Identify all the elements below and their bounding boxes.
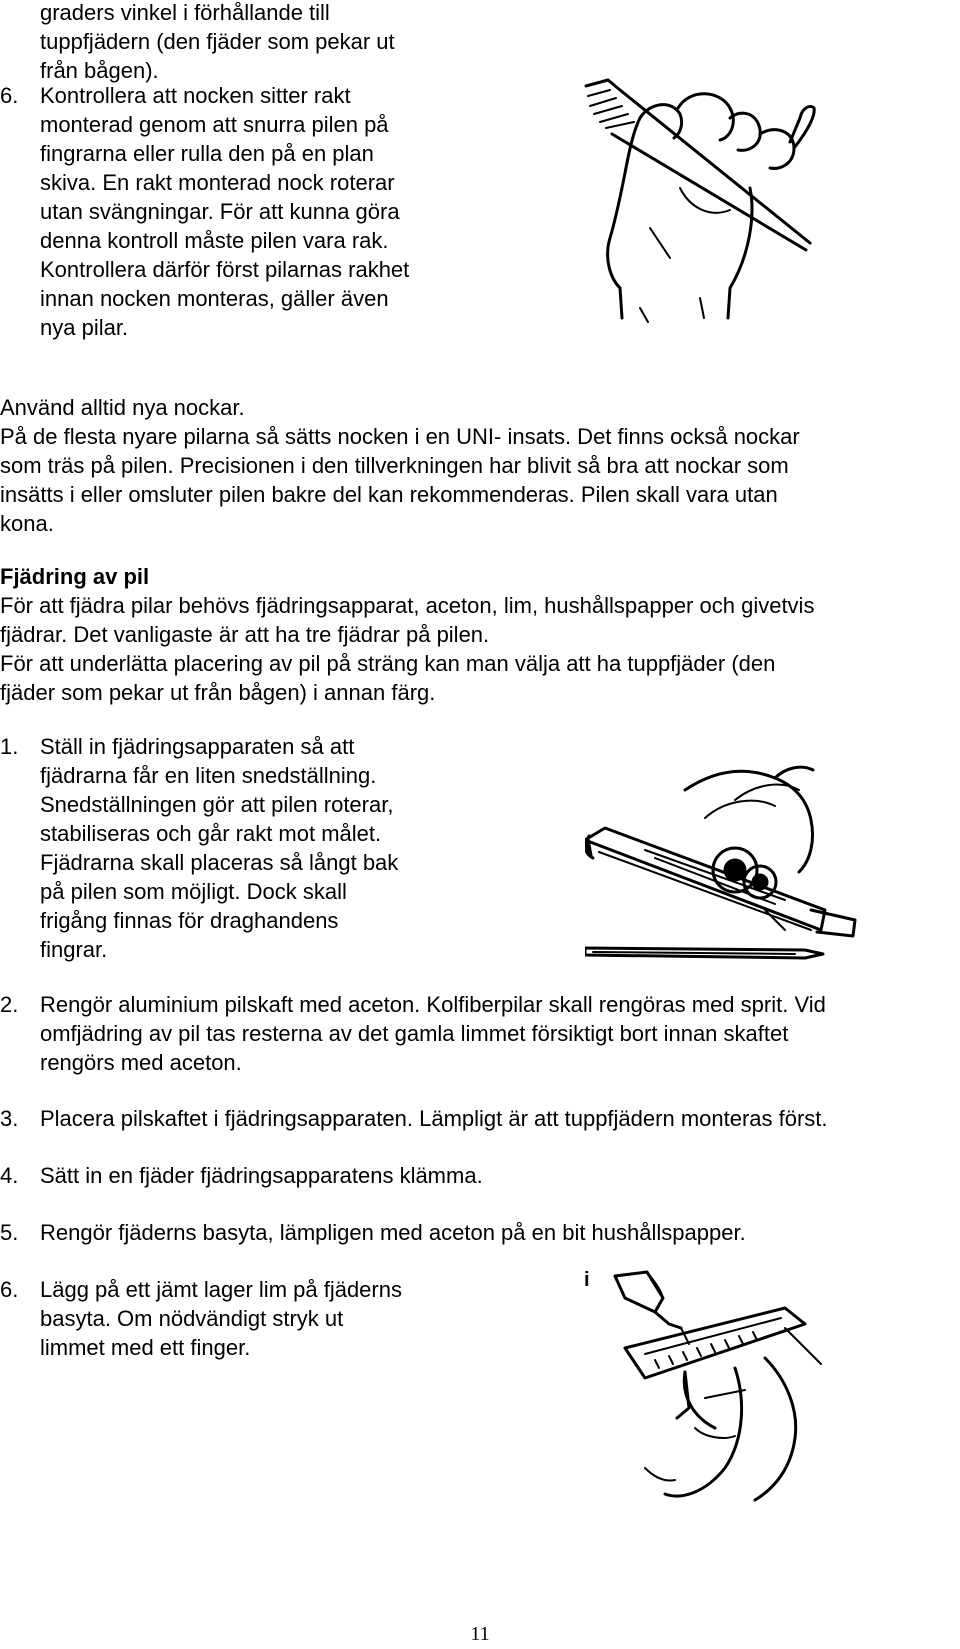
fletching-step-2: 2. Rengör aluminium pilskaft med aceton. Kolfiberpilar skall rengöras med sprit. Vid omfjädring av pil tas resterna av det gamla limmet försiktigt bort innan skaftet rengörs med aceton. [0,992,826,1075]
step-number: 5. [0,1220,19,1245]
step-number: 4. [0,1163,19,1188]
fletching-step-5: 5. Rengör fjäderns basyta, lämpligen med aceton på en bit hushållspapper. [0,1220,746,1245]
nock-paragraph: Använd alltid nya nockar. På de flesta nyare pilarna så sätts nocken i en UNI- insats. Det finns också nockar som träs på pilen. Precisionen i den tillverkningen har blivit så bra att nockar som insätts i eller omsluter pilen bakre del kan rekommenderas. Pilen skall vara utan kona. [0,395,800,536]
illustration-label: i [584,1269,590,1291]
step-number: 6. [0,83,19,108]
step-number: 3. [0,1106,19,1131]
fletching-step-6: 6. Lägg på ett jämt lager lim på fjäderns basyta. Om nödvändigt stryk ut limmet med ett finger. [0,1277,402,1360]
fletching-step-3: 3. Placera pilskaftet i fjädringsapparaten. Lämpligt är att tuppfjädern monteras först. [0,1106,828,1131]
fletching-step-4: 4. Sätt in en fjäder fjädringsapparatens klämma. [0,1163,483,1188]
continued-step-text: graders vinkel i förhållande till tuppfjädern (den fjäder som pekar ut från bågen). [40,0,395,83]
fletching-intro: För att fjädra pilar behövs fjädringsapparat, aceton, lim, hushållspapper och givetvis fjädrar. Det vanligaste är att ha tre fjädrar på pilen. För att underlätta placering av pil på sträng kan man välja att ha tuppfjäder (den fjäder som pekar ut från bågen) i annan färg. [0,593,815,705]
step-number: 6. [0,1277,19,1302]
page-number: 11 [470,1623,490,1645]
fletching-jig-illustration [585,760,910,975]
nock-check-step: 6. Kontrollera att nocken sitter rakt monterad genom att snurra pilen på fingrarna eller rulla den på en plan skiva. En rakt monterad nock roterar utan svängningar. För att kunna göra denna kontroll måste pilen vara rak. Kontrollera därför först pilarnas rakhet innan nocken monteras, gäller även nya pilar. [0,83,410,340]
glue-application-illustration [585,1268,830,1508]
section-heading: Fjädring av pil [0,564,150,589]
hand-spinning-arrow-illustration [580,78,820,323]
fletching-step-1: 1. Ställ in fjädringsapparaten så att fjädrarna får en liten snedställning. Snedställningen gör att pilen roterar, stabiliseras och går rakt mot målet. Fjädrarna skall placeras så långt bak på pilen som möjligt. Dock skall frigång finnas för draghandens fingrar. [0,734,399,962]
step-number: 1. [0,734,19,759]
step-number: 2. [0,992,19,1017]
